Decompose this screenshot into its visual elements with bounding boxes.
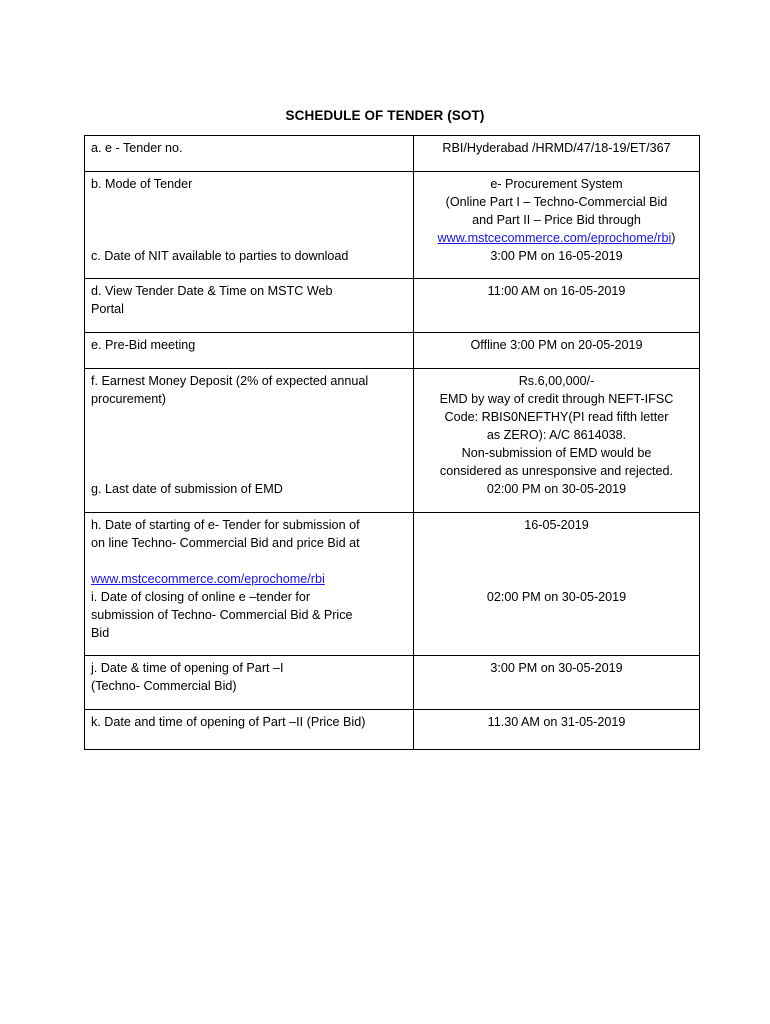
row-f-value-line: considered as unresponsive and rejected. (439, 464, 674, 478)
row-a-label: a. e - Tender no. (85, 136, 414, 172)
row-i-label-line: submission of Techno- Commercial Bid & Price (91, 608, 353, 622)
row-d-label-cell (85, 279, 414, 333)
row-f-value-line: Code: RBIS0NEFTHY(PI read fifth letter (444, 410, 669, 424)
row-b-link-suffix: ) (671, 231, 676, 245)
row-f-value-line: EMD by way of credit through NEFT-IFSC (439, 392, 674, 406)
row-e-label: e. Pre-Bid meeting (85, 333, 414, 369)
row-f-label-line: procurement) (91, 392, 166, 406)
row-hi-label-cell (85, 513, 414, 656)
row-j-label-line: (Techno- Commercial Bid) (91, 679, 237, 693)
row-c-label: c. Date of NIT available to parties to download (91, 249, 349, 263)
row-bc-label-cell (85, 172, 414, 279)
row-j-label-cell (85, 656, 414, 710)
row-bc-value-cell (414, 172, 700, 279)
row-i-value: 02:00 PM on 30-05-2019 (486, 590, 627, 604)
row-d-value: 11:00 AM on 16-05-2019 (414, 279, 700, 333)
table-row (85, 513, 700, 656)
row-fg-value-cell (414, 369, 700, 513)
row-i-label-line: Bid (91, 626, 110, 640)
table-row (85, 710, 700, 750)
table-row (85, 656, 700, 710)
row-d-label-line: Portal (91, 302, 124, 316)
row-g-label: g. Last date of submission of EMD (91, 482, 283, 496)
row-d-label-line: d. View Tender Date & Time on MSTC Web (91, 284, 333, 298)
page-title: SCHEDULE OF TENDER (SOT) (285, 108, 485, 123)
row-k-value: 11.30 AM on 31-05-2019 (414, 710, 700, 750)
row-h-label-line: h. Date of starting of e- Tender for submission of (91, 518, 360, 532)
row-hi-value-cell (414, 513, 700, 656)
row-j-value: 3:00 PM on 30-05-2019 (414, 656, 700, 710)
schedule-table (84, 135, 700, 750)
row-b-label: b. Mode of Tender (91, 177, 193, 191)
row-f-label-line: f. Earnest Money Deposit (2% of expected annual (91, 374, 369, 388)
row-i-label-line: i. Date of closing of online e –tender for (91, 590, 311, 604)
mstc-eprochome-link[interactable]: www.mstcecommerce.com/eprochome/rbi (437, 231, 672, 245)
row-f-value-line: as ZERO): A/C 8614038. (486, 428, 627, 442)
table-row (85, 136, 700, 172)
row-h-label-line: on line Techno- Commercial Bid and price Bid at (91, 536, 360, 550)
row-a-value: RBI/Hyderabad /HRMD/47/18-19/ET/367 (414, 136, 700, 172)
row-f-value-line: Non-submission of EMD would be (461, 446, 652, 460)
row-j-label-line: j. Date & time of opening of Part –I (91, 661, 284, 675)
mstc-eprochome-link[interactable]: www.mstcecommerce.com/eprochome/rbi (91, 572, 325, 586)
row-k-label: k. Date and time of opening of Part –II (Price Bid) (85, 710, 414, 750)
row-h-value: 16-05-2019 (524, 518, 589, 532)
table-row (85, 172, 700, 279)
row-g-value: 02:00 PM on 30-05-2019 (486, 482, 627, 496)
row-f-value-line: Rs.6,00,000/- (518, 374, 595, 388)
row-b-value-line: (Online Part I – Techno-Commercial Bid (445, 195, 668, 209)
row-e-value: Offline 3:00 PM on 20-05-2019 (414, 333, 700, 369)
table-row (85, 333, 700, 369)
row-b-value-line: e- Procurement System (490, 177, 623, 191)
table-row (85, 369, 700, 513)
row-b-value-line: and Part II – Price Bid through (472, 213, 641, 227)
table-row (85, 279, 700, 333)
row-fg-label-cell (85, 369, 414, 513)
row-c-value: 3:00 PM on 16-05-2019 (490, 249, 623, 263)
